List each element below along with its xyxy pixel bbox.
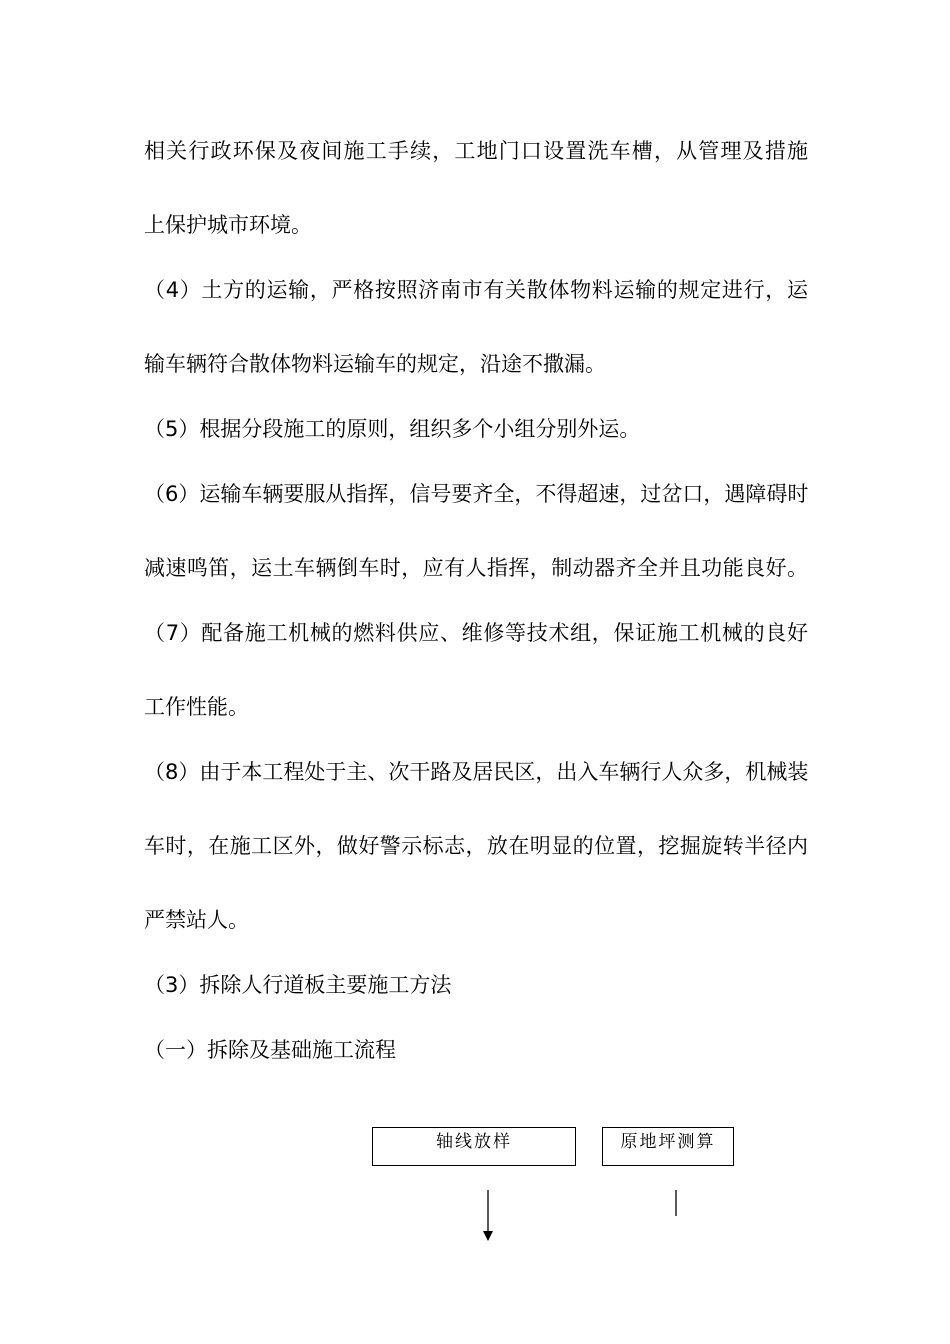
- paragraph-line: 车时，在施工区外，做好警示标志，放在明显的位置，挖掘旋转半径内: [144, 834, 808, 858]
- paragraph-line: （8）由于本工程处于主、次干路及居民区，出入车辆行人众多，机械装: [144, 760, 808, 784]
- paragraph-line: 工作性能。: [144, 695, 249, 719]
- subsection-heading: （一）拆除及基础施工流程: [144, 1038, 396, 1062]
- flow-box-axis-layout: [372, 1127, 576, 1166]
- flow-box-label: 原地坪测算: [620, 1132, 716, 1152]
- paragraph-line: 上保护城市环境。: [144, 213, 312, 237]
- paragraph-line: （4）土方的运输，严格按照济南市有关散体物料运输的规定进行，运: [144, 278, 808, 302]
- paragraph-line: 相关行政环保及夜间施工手续，工地门口设置洗车槽，从管理及措施: [144, 139, 808, 163]
- flow-arrow-head: [483, 1231, 493, 1241]
- flow-box-label: 轴线放样: [436, 1132, 512, 1152]
- paragraph-line: 严禁站人。: [144, 908, 249, 932]
- paragraph-line: （7）配备施工机械的燃料供应、维修等技术组，保证施工机械的良好: [144, 621, 808, 645]
- paragraph-line: （6）运输车辆要服从指挥，信号要齐全，不得超速，过岔口，遇障碍时: [144, 482, 808, 506]
- flow-box-ground-survey: [602, 1127, 734, 1166]
- paragraph-line: 输车辆符合散体物料运输车的规定，沿途不撒漏。: [144, 352, 606, 376]
- paragraph-line: 减速鸣笛，运土车辆倒车时，应有人指挥，制动器齐全并且功能良好。: [144, 556, 808, 580]
- paragraph-line: （5）根据分段施工的原则，组织多个小组分别外运。: [144, 417, 641, 441]
- section-heading: （3）拆除人行道板主要施工方法: [144, 973, 452, 997]
